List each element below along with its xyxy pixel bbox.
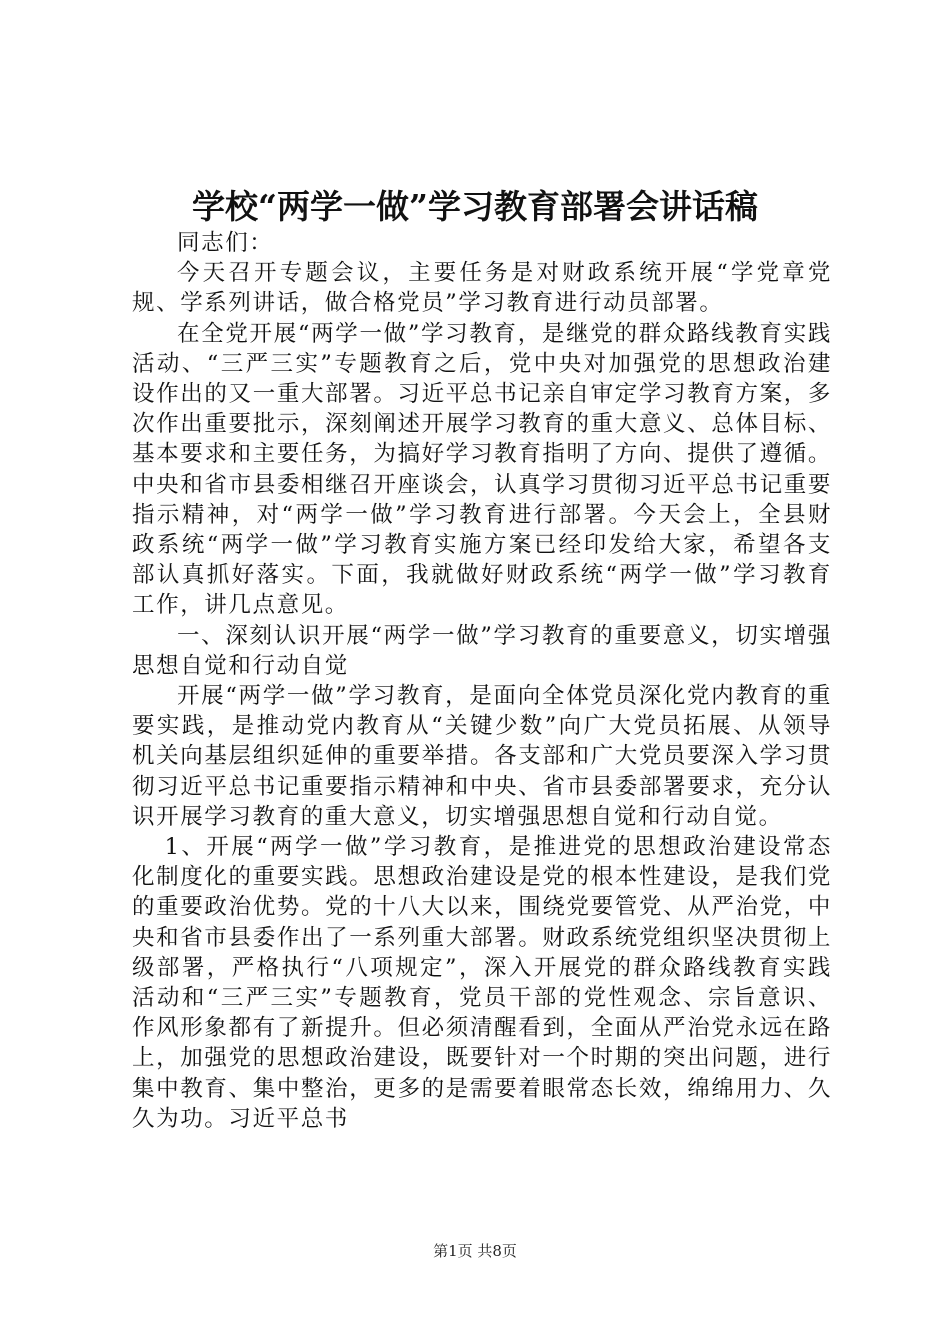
document-title: 学校“两学一做”学习教育部署会讲话稿 <box>192 187 758 226</box>
document-body <box>132 228 832 1134</box>
section-heading-1: 一、深刻认识开展“两学一做”学习教育的重要意义，切实增强思想自觉和行动自觉 <box>132 622 832 679</box>
paragraph-meeting-purpose: 今天召开专题会议，主要任务是对财政系统开展“学党章党规、学系列讲话，做合格党员”学习教育进行动员部署。 <box>132 260 832 317</box>
page-number: 第1页 共8页 <box>433 1242 517 1260</box>
paragraph-salutation: 同志们： <box>177 230 274 256</box>
paragraph-point-1: 1、开展“两学一做”学习教育，是推进党的思想政治建设常态化制度化的重要实践。思想政治建设是党的根本性建设，是我们党的重要政治优势。党的十八大以来，围绕党要管党、从严治党，中央和省市县委作出了一系列重大部署。财政系统党组织坚决贯彻上级部署，严格执行“八项规定”，深入开展党的群众路线教育实践活动和“三严三实”专题教育，党员干部的党性观念、宗旨意识、作风形象都有了新提升。但必须清醒看到，全面从严治党永远在路上，加强党的思想政治建设，既要针对一个时期的突出问题，进行集中教育、集中整治，更多的是需要着眼常态长效，绵绵用力、久久为功。习近平总书 <box>132 834 832 1132</box>
paragraph-section-1-intro: 开展“两学一做”学习教育，是面向全体党员深化党内教育的重要实践，是推动党内教育从“关键少数”向广大党员拓展、从领导机关向基层组织延伸的重要举措。各支部和广大党员要深入学习贯彻习近平总书记重要指示精神和中央、省市县委部署要求，充分认识开展学习教育的重大意义，切实增强思想自觉和行动自觉。 <box>132 683 832 830</box>
paragraph-background: 在全党开展“两学一做”学习教育，是继党的群众路线教育实践活动、“三严三实”专题教育之后，党中央对加强党的思想政治建设作出的又一重大部署。习近平总书记亲自审定学习教育方案，多次作出重要批示，深刻阐述开展学习教育的重大意义、总体目标、基本要求和主要任务，为搞好学习教育指明了方向、提供了遵循。中央和省市县委相继召开座谈会，认真学习贯彻习近平总书记重要指示精神，对“两学一做”学习教育进行部署。今天会上，全县财政系统“两学一做”学习教育实施方案已经印发给大家，希望各支部认真抓好落实。下面，我就做好财政系统“两学一做”学习教育工作，讲几点意见。 <box>132 320 832 619</box>
